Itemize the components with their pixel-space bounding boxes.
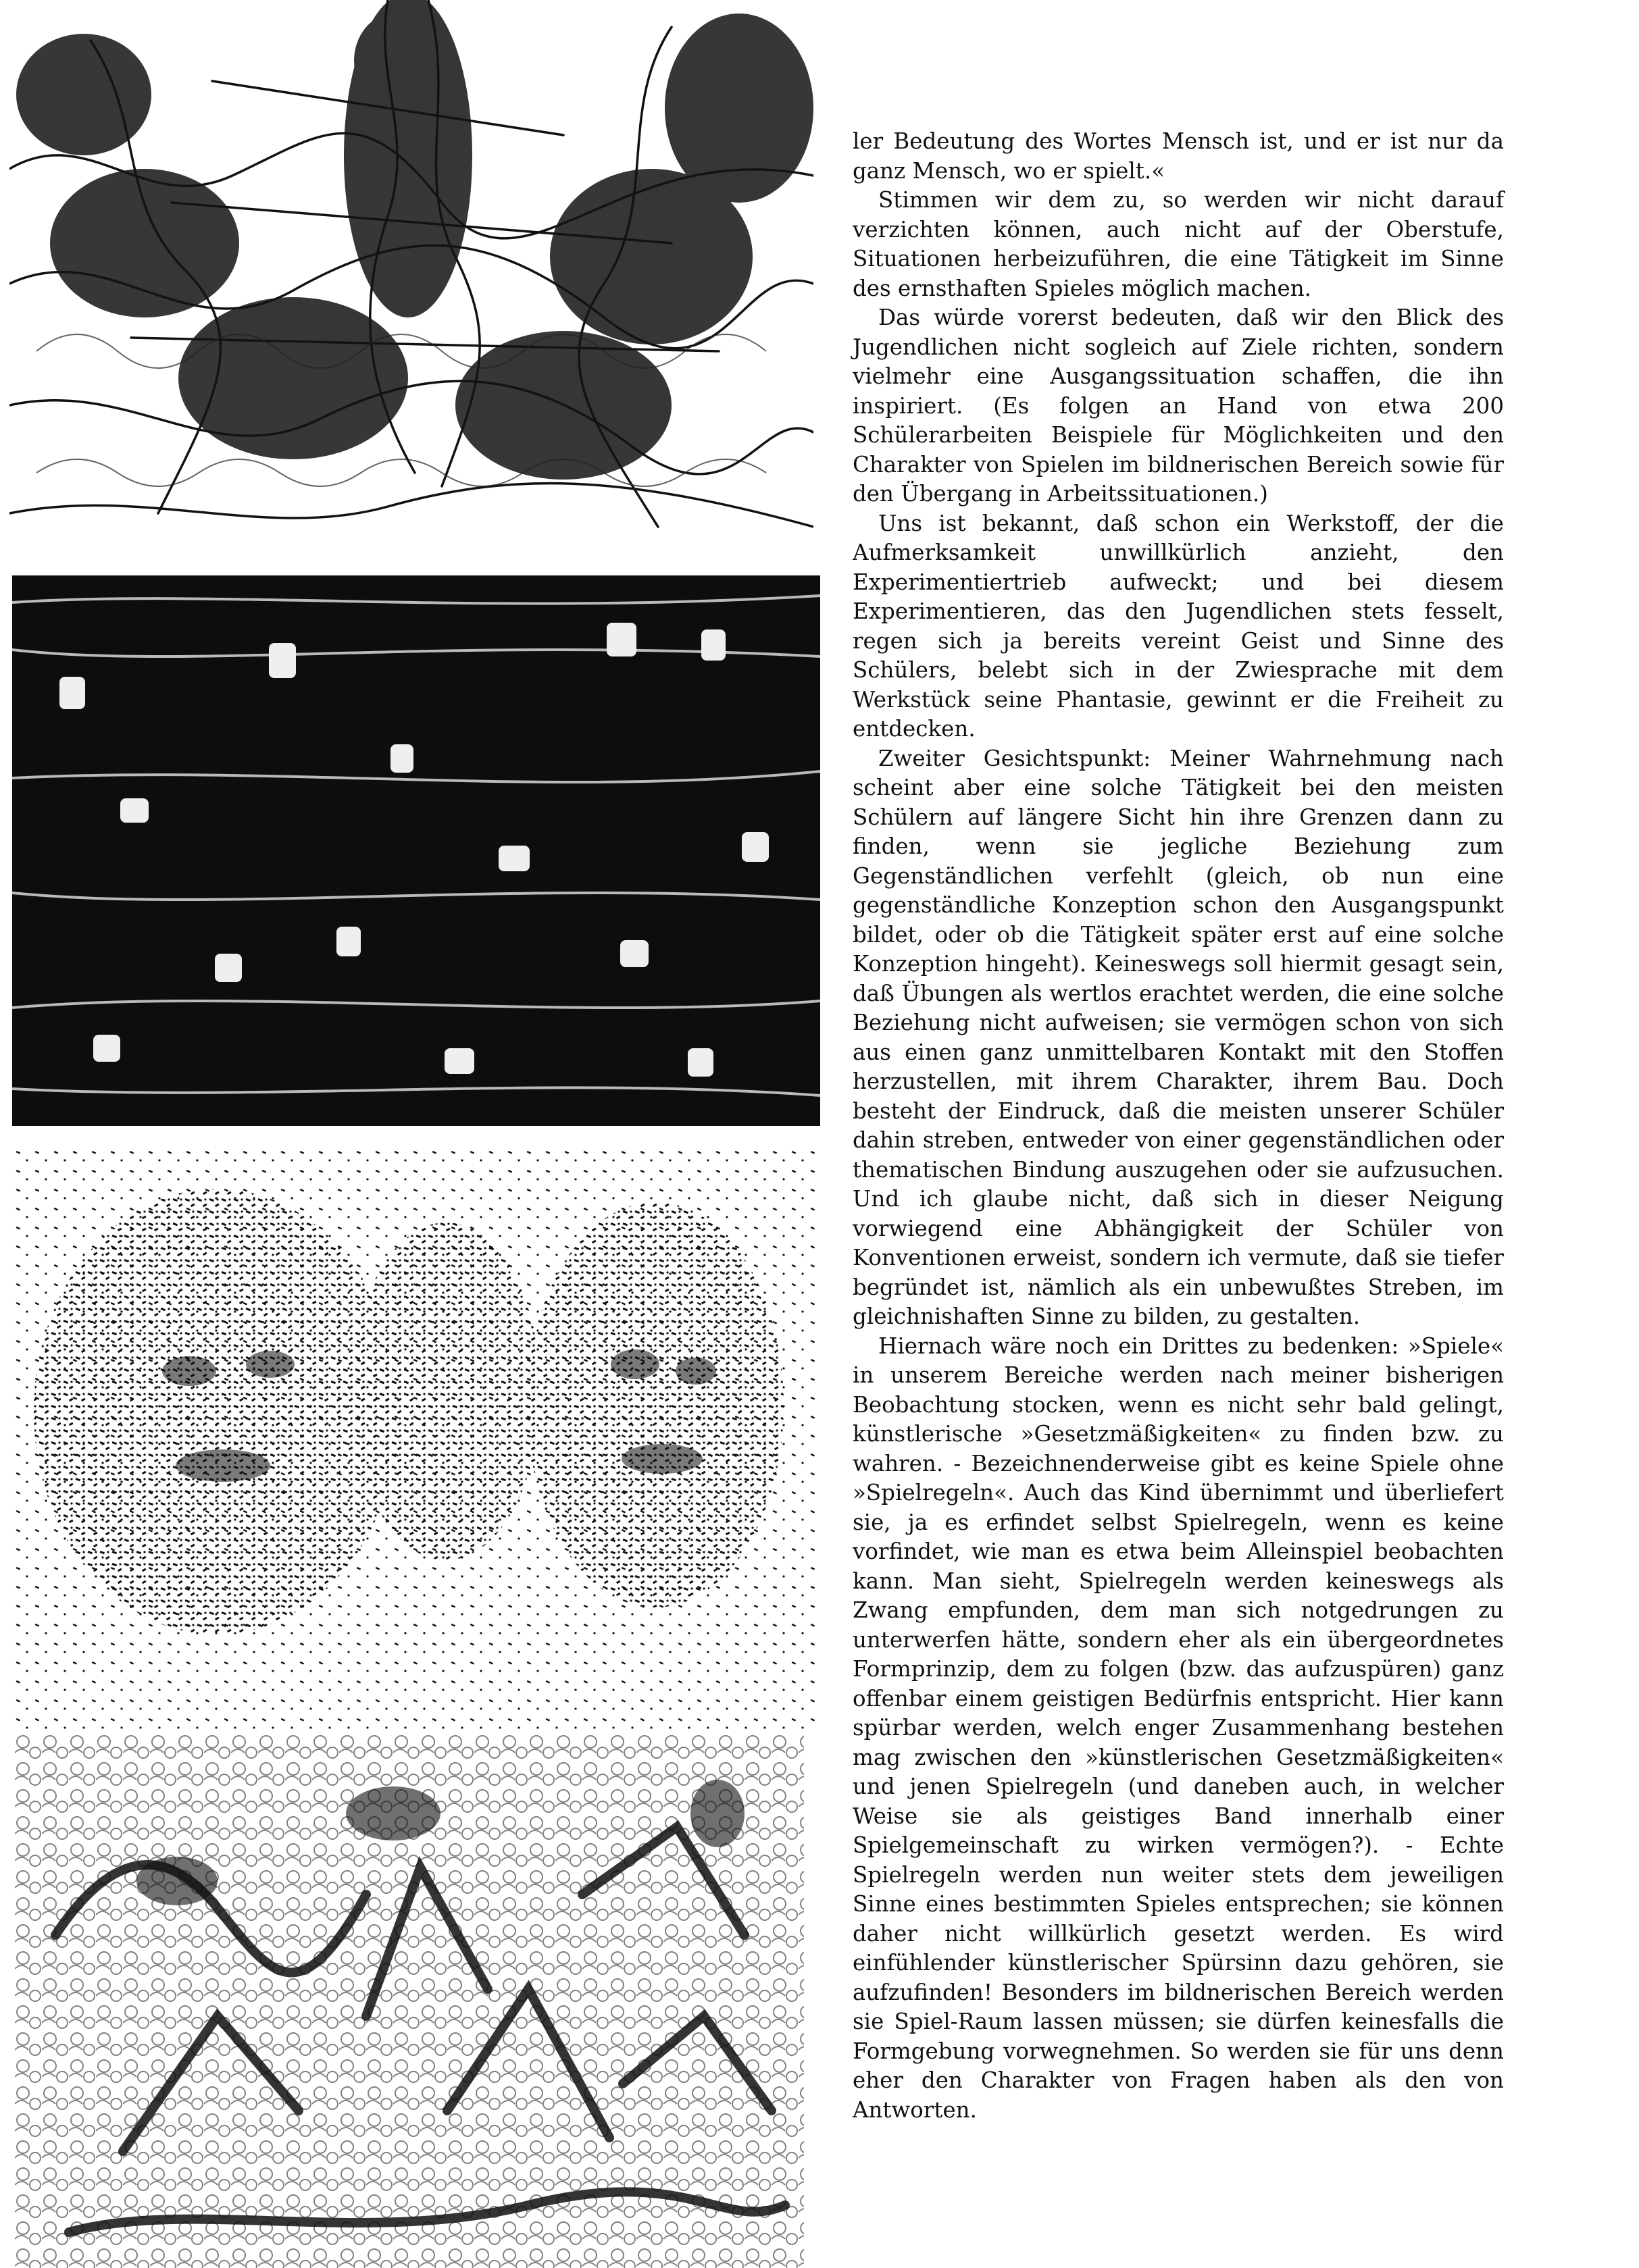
paragraph: Das würde vorerst bedeuten, daß wir den Blick des Jugendlichen nicht sogleich auf Ziele richten, sondern vielmehr eine Ausgangssituation schaffen, die ihn inspiriert. (Es folgen an Hand von etwa 200 Schülerarbeiten Beispiele für Möglichkeiten und den Charakter von Spielen im bildnerischen Bereich sowie für den Übergang in Arbeitssituationen.) bbox=[853, 305, 1504, 507]
paragraph: Uns ist bekannt, daß schon ein Werkstoff, der die Aufmerksamkeit unwillkürlich anzieht, den Experimentiertrieb aufweckt; und bei diesem Experimentieren, das den Jugendlichen stets fesselt, regen sich ja bereits vereint Geist und Sinne des Schülers, belebt sich in der Zwiesprache mit dem Werkstück seine Phantasie, gewinnt er die Freiheit zu entdecken. bbox=[853, 510, 1504, 742]
article-text bbox=[853, 127, 1504, 2125]
paragraph: Zweiter Gesichtspunkt: Meiner Wahrnehmung nach scheint aber eine solche Tätigkeit bei den meisten Schülern auf längere Sicht hin ihre Grenzen dann zu finden, wenn sie jegliche Beziehung zum Gegenständlichen verfehlt (gleich, ob nun eine gegenständliche Konzeption schon den Ausgangspunkt bildet, oder ob die Tätigkeit später erst auf eine solche Konzeption hingeht). Keineswegs soll hiermit gesagt sein, daß Übungen als wertlos erachtet werden, die eine solche Beziehung nicht aufweisen; sie vermögen schon von sich aus einen ganz unmittelbaren Kontakt mit den Stoffen herzustellen, mit ihrem Charakter, ihrem Bau. Doch besteht der Eindruck, daß die meisten unserer Schüler dahin streben, entweder von einer gegenständlichen oder thematischen Bindung auszugehen oder sie aufzusuchen. Und ich glaube nicht, daß sich in dieser Neigung vorwiegend eine Abhängigkeit der Schüler von Konventionen erweist, sondern ich vermute, daß sie tiefer begründet ist, nämlich als ein unbewußtes Streben, im gleichnishaften Sinne zu bilden, zu gestalten. bbox=[853, 745, 1504, 1329]
paragraph: Stimmen wir dem zu, so werden wir nicht darauf verzichten können, auch nicht auf der Oberstufe, Situationen herbeizuführen, die eine Tätigkeit im Sinne des ernsthaften Spieles möglich machen. bbox=[853, 187, 1504, 301]
artwork-stipple-heads bbox=[14, 1148, 815, 1729]
paragraph-continuation: ler Bedeutung des Wortes Mensch ist, und er ist nur da ganz Mensch, wo er spielt.« bbox=[853, 128, 1504, 184]
artwork-loops-figures bbox=[15, 1732, 804, 2268]
artwork-dark-streaks bbox=[12, 575, 820, 1126]
artwork-figures-scribble bbox=[9, 0, 813, 561]
paragraph: Hiernach wäre noch ein Drittes zu bedenken: »Spiele« in unserem Bereiche werden nach meiner bisherigen Beobachtung stocken, wenn es nicht sehr bald gelingt, künstlerische »Gesetzmäßigkeiten« zu finden bzw. zu wahren. - Bezeichnenderweise gibt es keine Spiele ohne »Spielregeln«. Auch das Kind übernimmt und überliefert sie, ja es erfindet selbst Spielregeln, wenn es keine vorfindet, wie man es etwa beim Alleinspiel beobachten kann. Man sieht, Spielregeln werden keineswegs als Zwang empfunden, dem man sich notgedrungen zu unterwerfen hätte, sondern eher als ein übergeordnetes Formprinzip, dem zu folgen (bzw. das aufzuspüren) ganz offenbar einem geistigen Bedürfnis entspricht. Hier kann spürbar werden, welch enger Zusammenhang bestehen mag zwischen den »künstlerischen Gesetzmäßigkeiten« und jenen Spielregeln (und daneben auch, in welcher Weise sie als geistiges Band innerhalb einer Spielgemeinschaft zu wirken vermögen?). - Echte Spielregeln werden nun weiter stets dem jeweiligen Sinne eines bestimmten Spieles entsprechen; sie können daher nicht willkürlich gesetzt werden. Es wird einfühlender künstlerischer Spürsinn dazu gehören, sie aufzufinden! Besonders im bildnerischen Bereich werden sie Spiel-Raum lassen müssen; sie dürfen keinesfalls die Formgebung vorwegnehmen. So werden sie für uns denn eher den Charakter von Fragen haben als den von Antworten. bbox=[853, 1333, 1504, 2123]
